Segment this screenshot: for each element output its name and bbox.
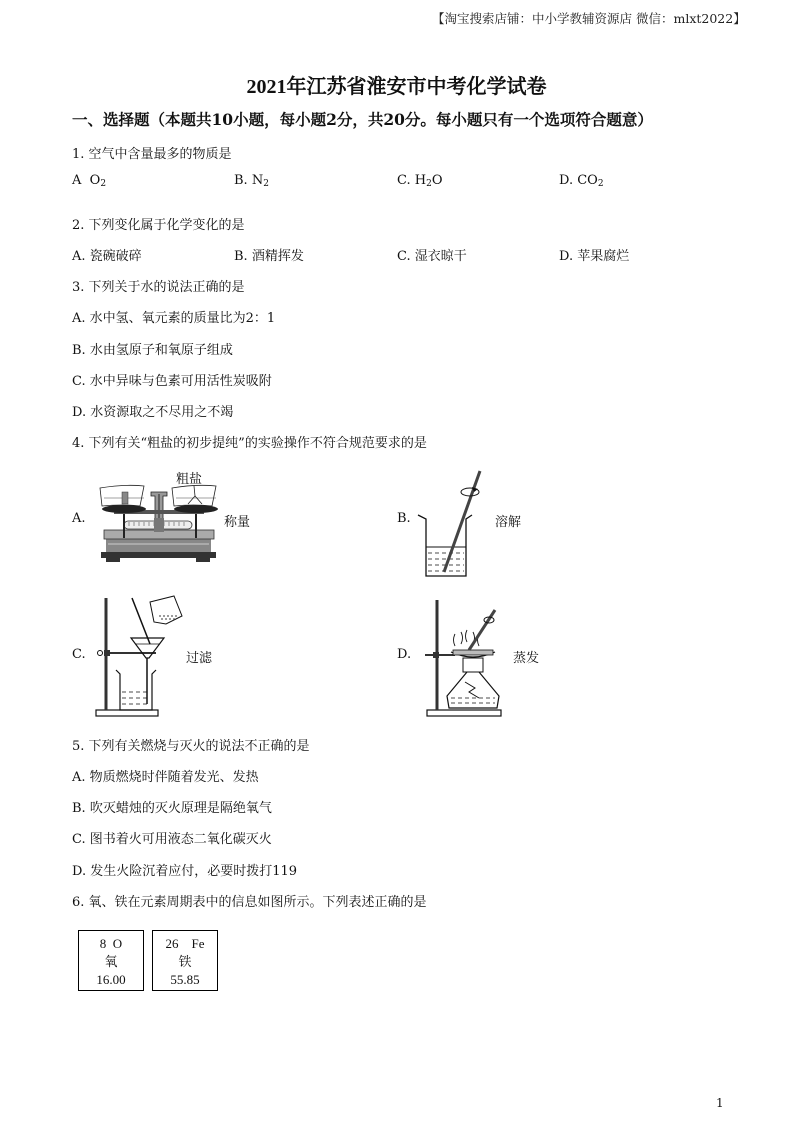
question-2-option-b: B. 酒精挥发 <box>234 249 304 264</box>
question-5-option-a: A. 物质燃烧时伴随着发光、发热 <box>72 770 259 785</box>
question-5-option-d: D. 发生火险沉着应付，必要时拨打119 <box>72 864 298 879</box>
question-1-option-d: D. $CO_2$ <box>559 173 604 189</box>
question-3-option-d: D. 水资源取之不尽用之不竭 <box>72 405 234 420</box>
question-1-option-a: A $O_2$ <box>72 173 107 189</box>
question-1-option-c: C. $H_2O$ <box>397 173 443 189</box>
question-6-stem: 6. 氧、铁在元素周期表中的信息如图所示。下列表述正确的是 <box>72 895 427 910</box>
question-4-option-c-label: C. <box>72 647 86 662</box>
question-4-option-d-label: D. <box>397 647 412 662</box>
question-3-option-c: C. 水中异味与色素可用活性炭吸附 <box>72 374 272 389</box>
question-5-option-b: B. 吹灭蜡烛的灭火原理是隔绝氧气 <box>72 801 272 816</box>
element-card-iron: 26 Fe 铁 55.85 <box>152 930 218 991</box>
question-4-option-b-caption: 溶解 <box>495 515 522 530</box>
question-4-option-a-caption: 称量 <box>224 515 251 530</box>
question-3-stem: 3. 下列关于水的说法正确的是 <box>72 280 245 295</box>
question-2-option-a: A. 瓷碗破碎 <box>72 249 142 264</box>
question-5-option-c: C. 图书着火可用液态二氧化碳灭火 <box>72 832 272 847</box>
beaker-stirring-figure <box>418 468 488 578</box>
question-1-option-b: B. $N_2$ <box>234 173 269 189</box>
question-4-stem: 4. 下列有关“粗盐的初步提纯”的实验操作不符合规范要求的是 <box>72 436 427 451</box>
question-3-option-b: B. 水由氢原子和氧原子组成 <box>72 343 233 358</box>
question-4-option-b-label: B. <box>397 511 411 526</box>
question-3-option-a: A. 水中氢、氧元素的质量比为2：1 <box>72 311 276 326</box>
page-title: 2021年江苏省淮安市中考化学试卷 <box>246 76 547 98</box>
filtration-setup-figure <box>94 594 184 718</box>
evaporation-setup-figure <box>425 598 515 718</box>
question-4-option-c-caption: 过滤 <box>186 651 213 666</box>
question-2-stem: 2. 下列变化属于化学变化的是 <box>72 218 245 233</box>
question-2-option-c: C. 湿衣晾干 <box>397 249 467 264</box>
question-2-option-d: D. 苹果腐烂 <box>559 249 630 264</box>
element-card-oxygen: 8 O 氧 16.00 <box>78 930 144 991</box>
question-5-stem: 5. 下列有关燃烧与灭火的说法不正确的是 <box>72 739 310 754</box>
question-4-option-d-caption: 蒸发 <box>513 651 540 666</box>
page-number: 1 <box>716 1096 724 1110</box>
section-heading: 一、选择题（本题共10小题，每小题2分，共20分。每小题只有一个选项符合题意） <box>72 110 653 129</box>
balance-weighing-figure <box>96 484 221 564</box>
question-1-stem: 1. 空气中含量最多的物质是 <box>72 147 232 162</box>
question-4-option-a-label: A. <box>72 511 86 526</box>
crude-salt-label: 粗盐 <box>176 472 203 487</box>
watermark: 【淘宝搜索店铺：中小学教辅资源店 微信：mlxt2022】 <box>432 11 746 26</box>
